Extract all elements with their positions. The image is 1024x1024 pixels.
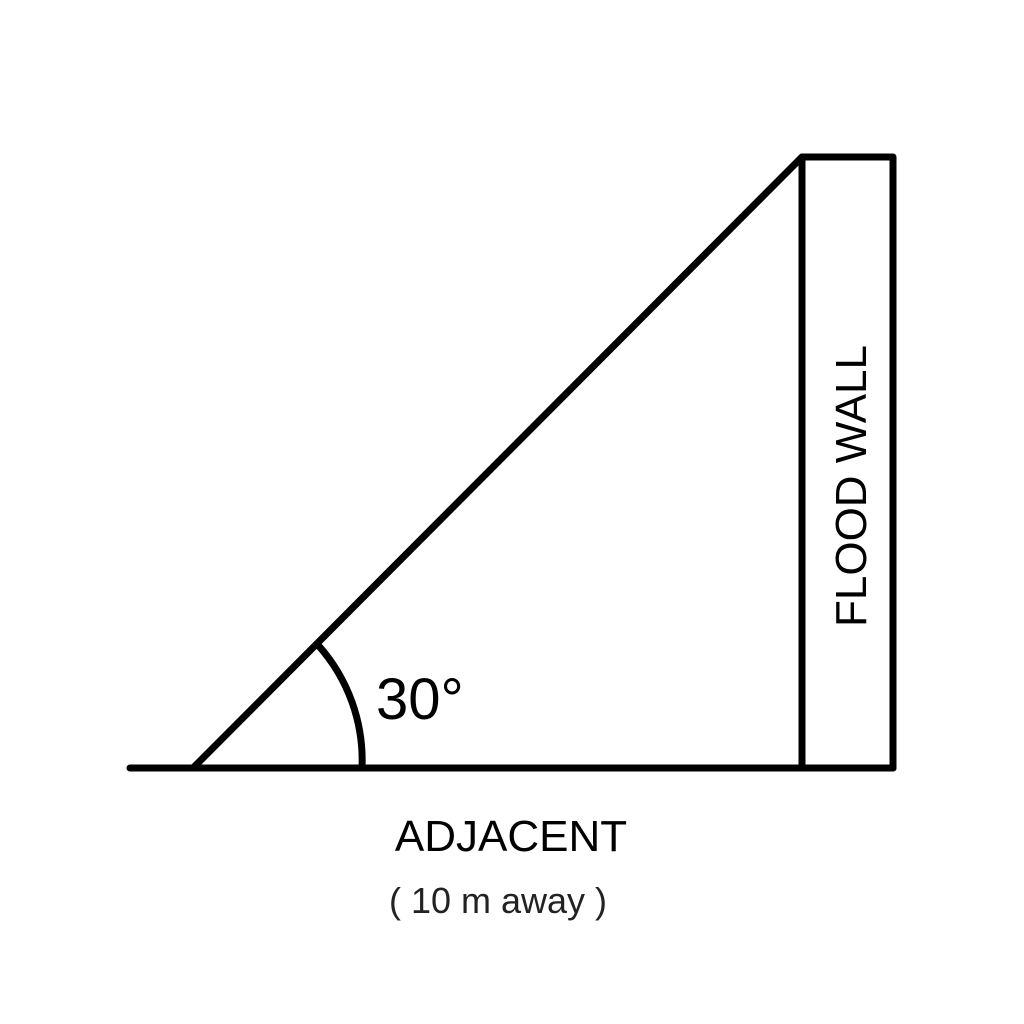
- angle-arc: [318, 645, 362, 768]
- adjacent-label: ADJACENT: [394, 812, 628, 861]
- hypotenuse-line: [193, 157, 802, 768]
- angle-label: 30°: [376, 667, 464, 732]
- distance-label: ( 10 m away ): [388, 880, 608, 921]
- flood-wall-label: FLOOD WALL: [827, 345, 876, 627]
